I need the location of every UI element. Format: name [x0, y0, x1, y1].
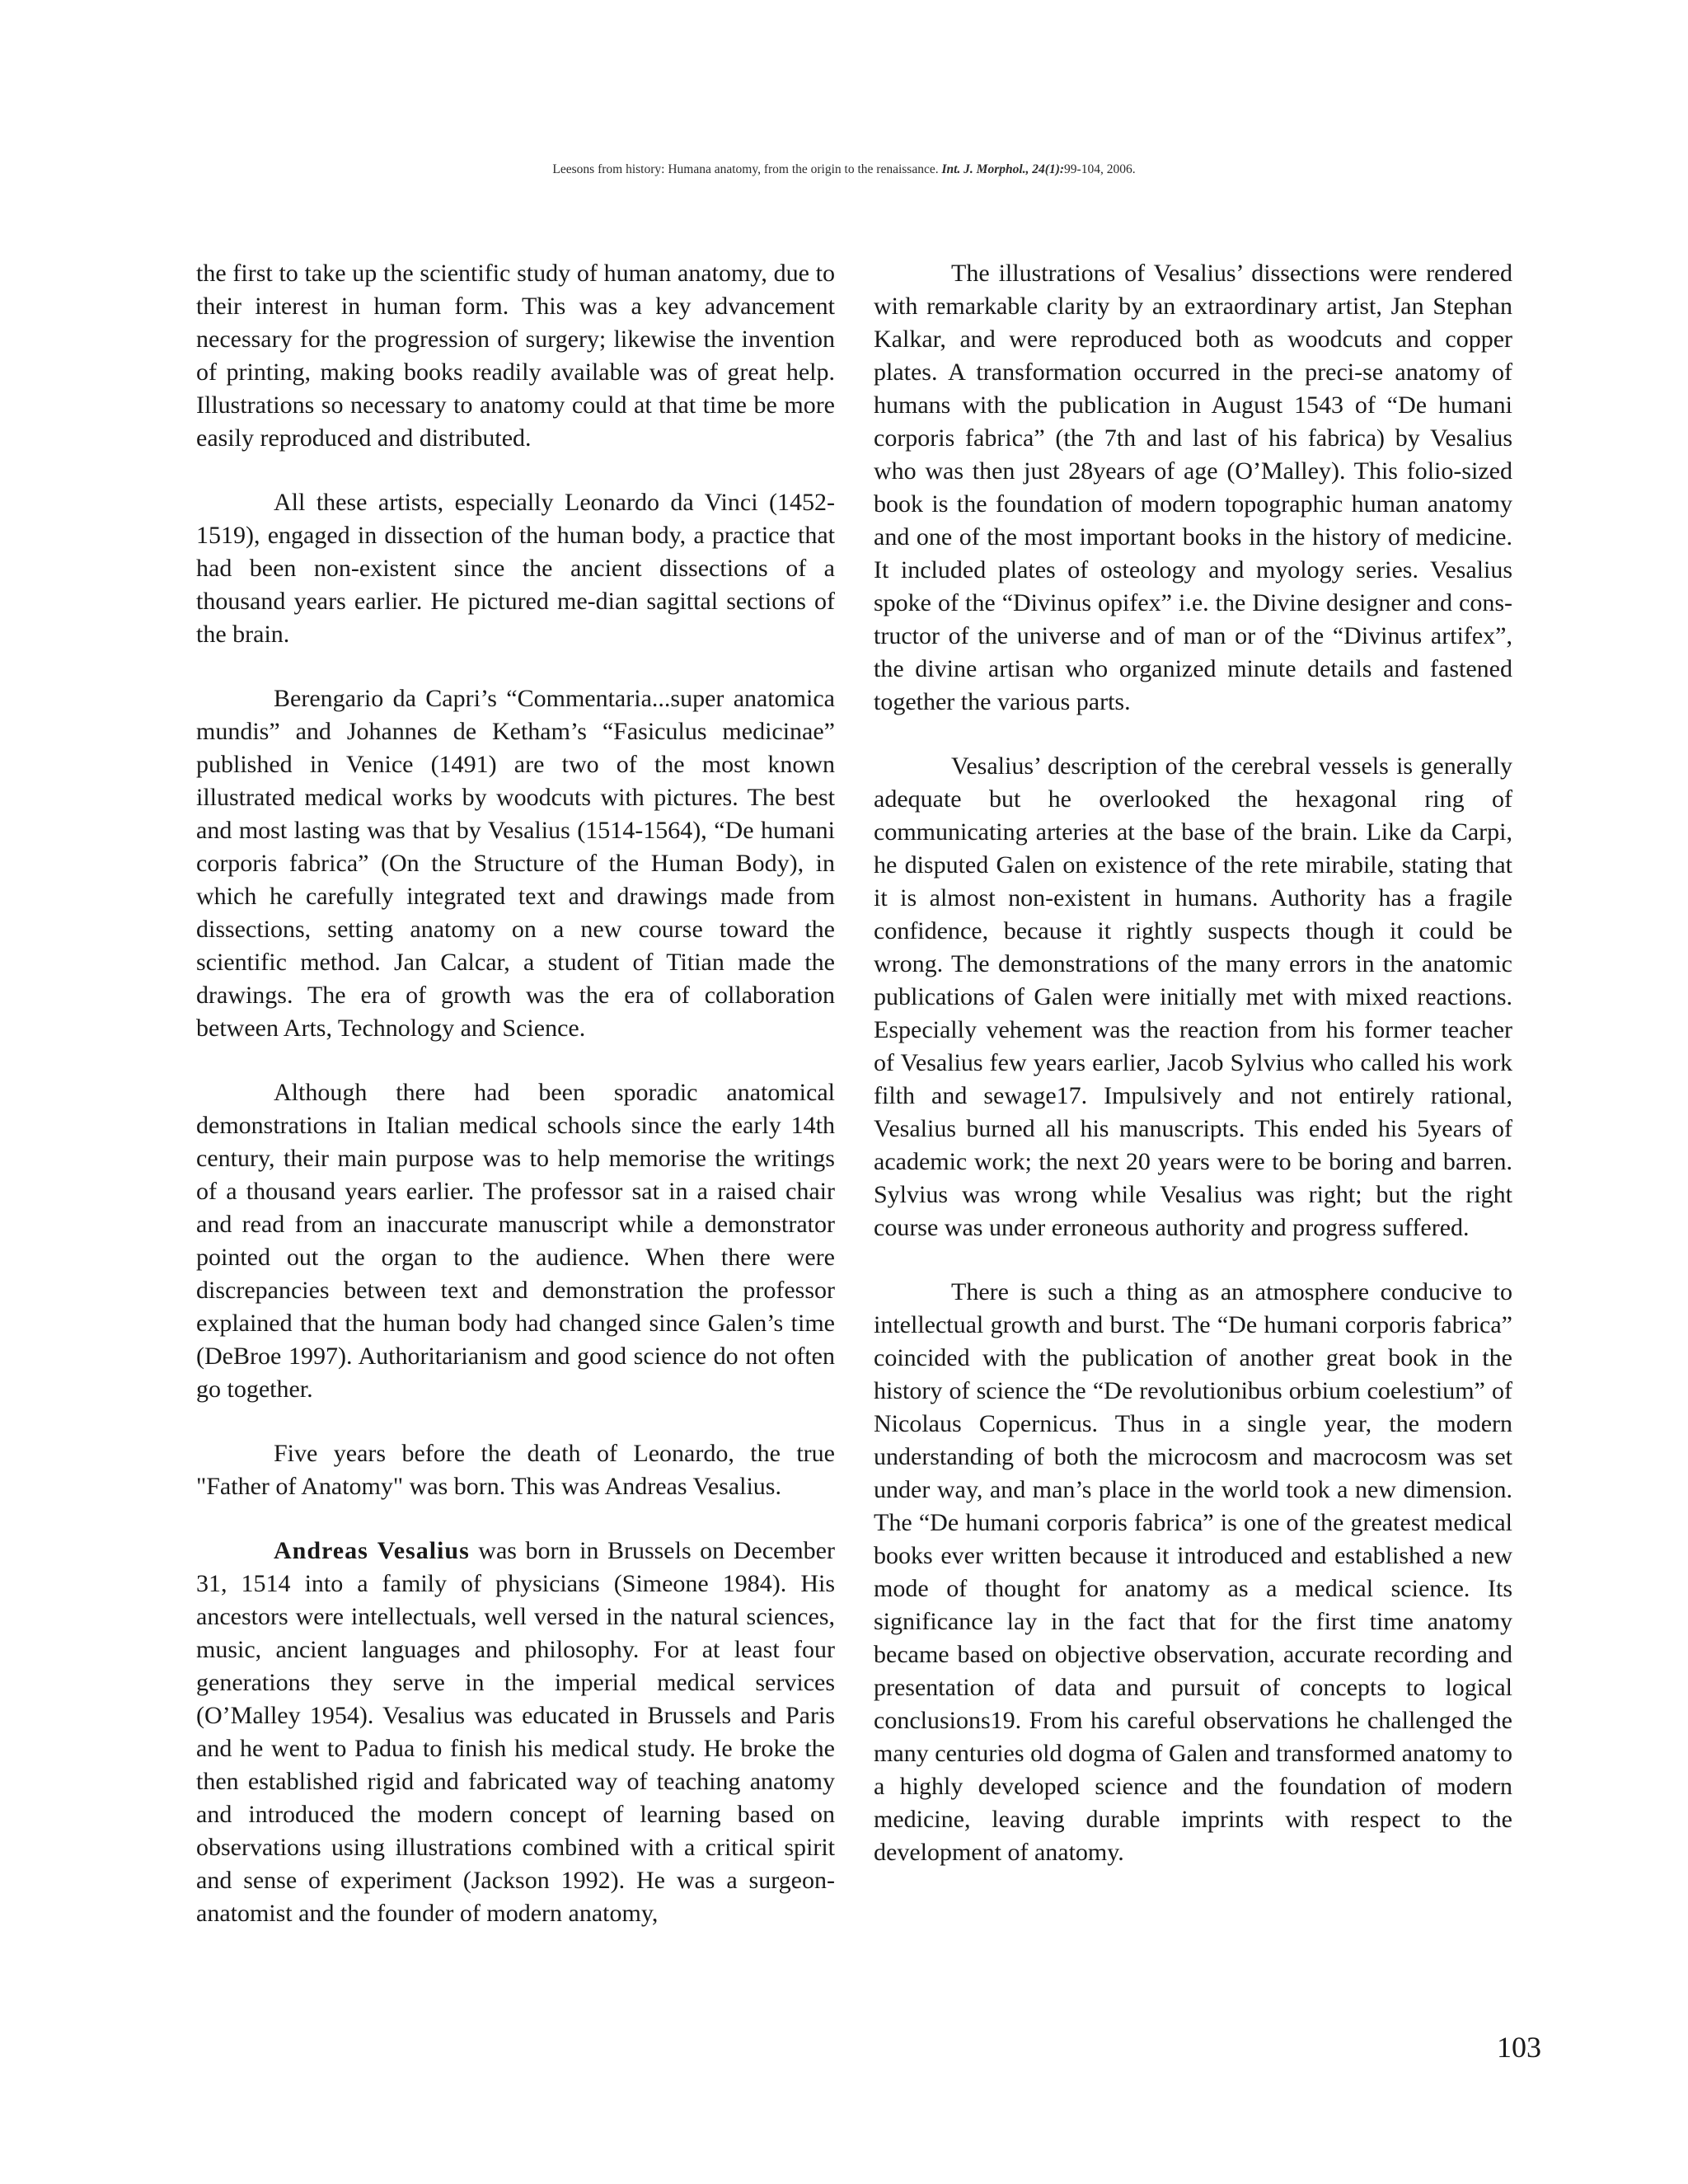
- header-pages: 99-104, 2006.: [1064, 162, 1136, 176]
- header-citation: Int. J. Morphol., 24(1):: [941, 162, 1065, 176]
- paragraph: Vesalius’ description of the cerebral vessels is generally adequate but he overlooked the hexagonal ring of communicating arteries at the base of the brain. Like da Carpi, he disputed Galen on existence of the rete mirabile, stating that it is almost non-existent in humans. Authority has a fragile confidence, because it rightly suspects though it could be wrong. The demonstrations of the many errors in the anatomic publications of Galen were initially met with mixed reactions. Especially vehement was the reaction from his former teacher of Vesalius few years earlier, Jacob Sylvius who called his work filth and sewage17. Impulsively and not entirely rational, Vesalius burned all his manuscripts. This ended his 5years of academic work; the next 20 years were to be boring and barren. Sylvius was wrong while Vesalius was right; but the right course was under erroneous authority and progress suffered.: [874, 752, 1512, 1241]
- bold-name: Andreas Vesalius: [274, 1537, 470, 1564]
- paragraph: Five years before the death of Leonardo, the true "Father of Anatomy" was born. This was Andreas Vesalius.: [196, 1440, 835, 1500]
- running-header: [0, 162, 1688, 178]
- right-column: [874, 257, 1512, 1900]
- paragraph-text: was born in Brussels on December 31, 1514 into a family of physicians (Simeone 1984). His ancestors were intellectuals, well versed in the natural sciences, music, ancient languages and philosophy. For at least four generations they serve in the imperial medical services (O’Malley 1954). Vesalius was educated in Brussels and Paris and he went to Padua to finish his medical study. He broke the then established rigid and fabricated way of teaching anatomy and introduced the modern concept of learning based on observations using illustrations combined with a critical spirit and sense of experiment (Jackson 1992). He was a surgeon-anatomist and the founder of modern anatomy,: [196, 1537, 835, 1927]
- paragraph: Berengario da Capri’s “Commentaria...super anatomica mundis” and Johannes de Ketham’s “Fasiculus medicinae” published in Venice (1491) are two of the most known illustrated medical works by woodcuts with pictures. The best and most lasting was that by Vesalius (1514-1564), “De humani corporis fabrica” (On the Structure of the Human Body), in which he carefully integrated text and drawings made from dissections, setting anatomy on a new course toward the scientific method. Jan Calcar, a student of Titian made the drawings. The era of growth was the era of collaboration between Arts, Technology and Science.: [196, 685, 835, 1042]
- header-title: Leesons from history: Humana anatomy, from the origin to the renaissance.: [552, 162, 942, 176]
- paragraph: Although there had been sporadic anatomical demonstrations in Italian medical schools since the early 14th century, their main purpose was to help memorise the writings of a thousand years earlier. The professor sat in a raised chair and read from an inaccurate manuscript while a demonstrator pointed out the organ to the audience. When there were discrepancies between text and demonstration the professor explained that the human body had changed since Galen’s time (DeBroe 1997). Authoritarianism and good science do not often go together.: [196, 1079, 835, 1403]
- paragraph: the first to take up the scientific study of human anatomy, due to their interest in human form. This was a key advancement necessary for the progression of surgery; likewise the invention of printing, making books readily available was of great help. Illustrations so necessary to anatomy could at that time be more easily reproduced and distributed.: [196, 260, 835, 452]
- paragraph: The illustrations of Vesalius’ dissections were rendered with remarkable clarity by an extraordinary artist, Jan Stephan Kalkar, and were reproduced both as woodcuts and copper plates. A transformation occurred in the preci-se anatomy of humans with the publication in August 1543 of “De humani corporis fabrica” (the 7th and last of his fabrica) by Vesalius who was then just 28years of age (O’Malley). This folio-sized book is the foundation of modern topographic human anatomy and one of the most important books in the history of medicine. It included plates of osteology and myology series. Vesalius spoke of the “Divinus opifex” i.e. the Divine designer and cons-tructor of the universe and of man or of the “Divinus artifex”, the divine artisan who organized minute details and fastened together the various parts.: [874, 260, 1512, 715]
- page-number: 103: [1497, 2031, 1541, 2064]
- left-column: [196, 257, 835, 1961]
- paragraph: There is such a thing as an atmosphere conducive to intellectual growth and burst. The “De humani corporis fabrica” coincided with the publication of another great book in the history of science the “De revolutionibus orbium coelestium” of Nicolaus Copernicus. Thus in a single year, the modern understanding of both the microcosm and macrocosm was set under way, and man’s place in the world took a new dimension. The “De humani corporis fabrica” is one of the greatest medical books ever written because it introduced and established a new mode of thought for anatomy as a medical science. Its significance lay in the fact that for the first time anatomy became based on objective observation, accurate recording and presentation of data and pursuit of concepts to logical conclusions19. From his careful observations he challenged the many centuries old dogma of Galen and transformed anatomy to a highly developed science and the foundation of modern medicine, leaving durable imprints with respect to the development of anatomy.: [874, 1278, 1512, 1866]
- paragraph: [196, 1535, 835, 1930]
- paragraph: All these artists, especially Leonardo da Vinci (1452-1519), engaged in dissection of the human body, a practice that had been non-existent since the ancient dissections of a thousand years earlier. He pictured me-dian sagittal sections of the brain.: [196, 489, 835, 648]
